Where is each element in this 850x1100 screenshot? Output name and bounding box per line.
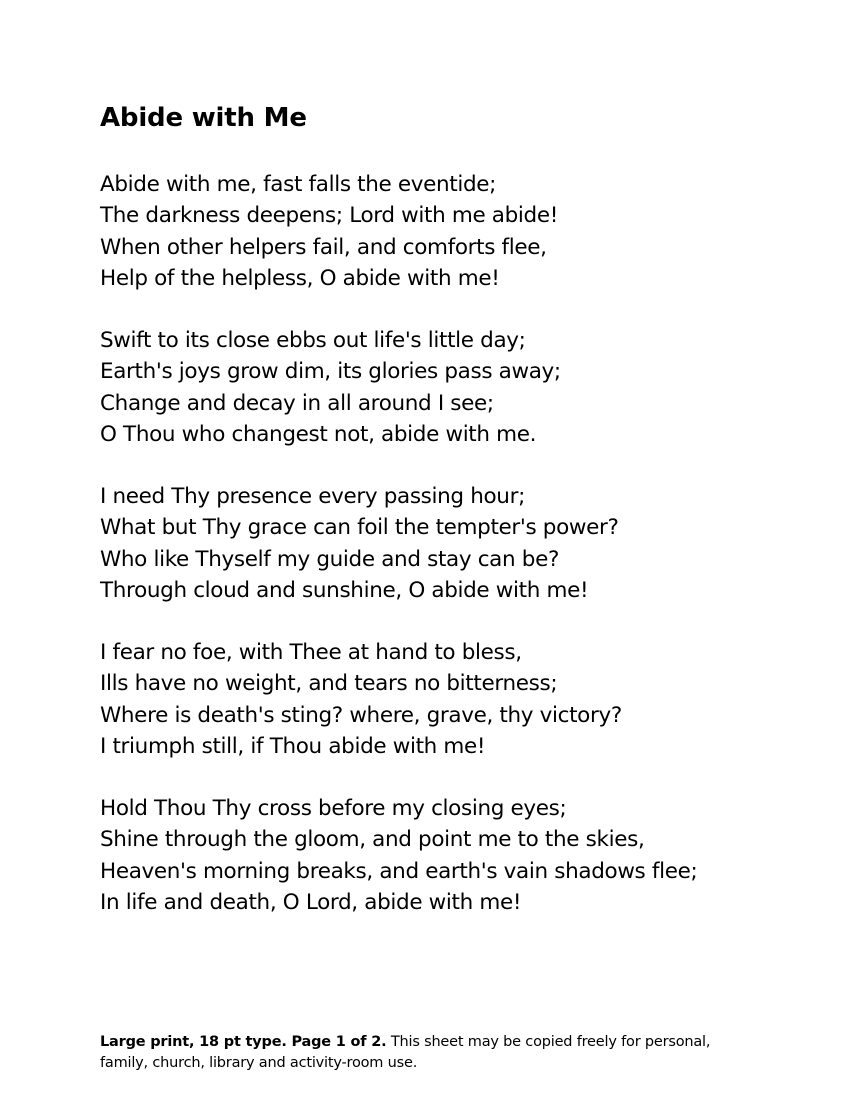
poem-line: Hold Thou Thy cross before my closing eyes; [100,796,567,821]
footer-bold-note: Large print, 18 pt type. Page 1 of 2. [100,1034,387,1050]
poem-line: The darkness deepens; Lord with me abide! [100,203,558,229]
poem-line: In life and death, O Lord, abide with me! [100,889,522,915]
footer-note [100,1032,740,1074]
stanza-5 [100,793,800,918]
poem-line: O Thou who changest not, abide with me. [100,421,537,447]
poem-body [100,169,800,949]
poem-line: What but Thy grace can foil the tempter's power? [100,515,619,541]
poem-line: I need Thy presence every passing hour; [100,484,525,509]
page-title: Abide with Me [100,103,307,133]
poem-line: Change and decay in all around I see; [100,390,494,416]
poem-line: When other helpers fail, and comforts flee, [100,234,547,260]
poem-line: I triumph still, if Thou abide with me! [100,733,486,759]
poem-line: Help of the helpless, O abide with me! [100,265,500,291]
poem-line: Ills have no weight, and tears no bitterness; [100,671,558,697]
stanza-2 [100,325,800,450]
poem-line: Where is death's sting? where, grave, thy victory? [100,702,622,728]
poem-line: Earth's joys grow dim, its glories pass away; [100,359,561,385]
stanza-4 [100,637,800,762]
footer-text: This sheet may be copied freely for personal, family, church, library and activity-room use. [100,1034,711,1071]
poem-line: Abide with me, fast falls the eventide; [100,172,497,197]
poem-line: Who like Thyself my guide and stay can be? [100,546,560,572]
poem-line: I fear no foe, with Thee at hand to bless, [100,640,522,665]
stanza-3 [100,481,800,606]
poem-line: Through cloud and sunshine, O abide with me! [100,577,589,603]
stanza-1 [100,169,800,294]
poem-line: Swift to its close ebbs out life's little day; [100,328,526,353]
poem-line: Shine through the gloom, and point me to the skies, [100,827,645,853]
poem-line: Heaven's morning breaks, and earth's vain shadows flee; [100,858,698,884]
